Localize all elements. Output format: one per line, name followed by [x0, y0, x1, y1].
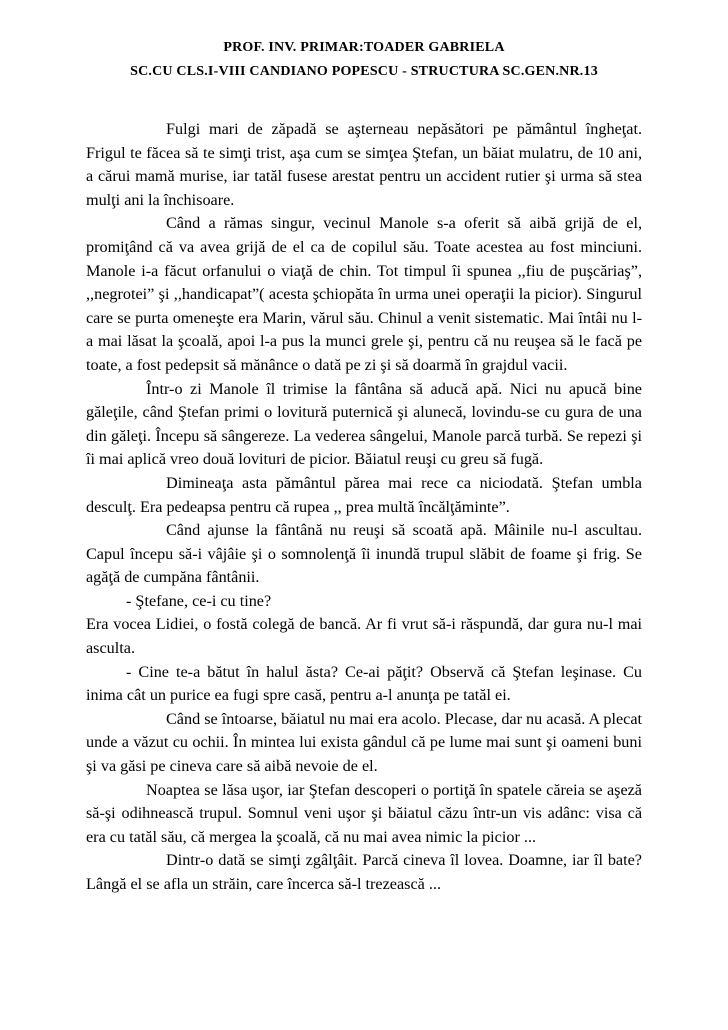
- paragraph: Fulgi mari de zăpadă se aşterneau nepăsători pe pământul îngheţat. Frigul te făcea să te simţi trist, aşa cum se simţea Ştefan, un băiat mulatru, de 10 ani, a cărui mamă murise, iar tatăl fusese arestat pentru un accident rutier şi urma să stea mulţi ani la închisoare.: [86, 120, 642, 209]
- dialogue-line: - Ştefane, ce-i cu tine?: [126, 591, 272, 610]
- paragraph: Când a rămas singur, vecinul Manole s-a oferit să aibă grijă de el, promiţând că va avea grijă de el ca de copilul său. Toate acestea au fost minciuni. Manole i-a făcut orfanului o viaţă de chin. Tot timpul îi spunea ,,fiu de puşcăriaş”, ,,negrotei” şi ,,handicapat”( acesta şchiopăta în urma unei operaţii la picior). Singurul care se purta omeneşte era Marin, vărul său. Chinul a venit sistematic. Mai întâi nu l-a mai lăsat la şcoală, apoi l-a pus la munci grele şi, pentru că nu reuşea să le facă pe toate, a fost pedepsit să mănânce o dată pe zi şi să doarmă în grajdul vacii.: [86, 214, 642, 374]
- header-school: SC.CU CLS.I-VIII CANDIANO POPESCU - STRUCTURA SC.GEN.NR.13: [130, 64, 598, 79]
- paragraph: Într-o zi Manole îl trimise la fântâna să aducă apă. Nici nu apucă bine găleţile, când Ştefan primi o lovitură puternică şi alunecă, lovindu-se cu gura de una din găleţi. Începu să sângereze. La vederea sângelui, Manole parcă turbă. Se repezi şi îi mai aplică vreo două lovituri de picior. Băiatul reuşi cu greu să fugă.: [86, 379, 642, 469]
- paragraph: Noaptea se lăsa uşor, iar Ştefan descoperi o portiţă în spatele căreia se aşeză să-şi odihnească trupul. Somnul veni uşor şi băiatul căzu într-un vis adânc: visa că era cu tatăl său, că mergea la şcoală, că nu mai avea nimic la picior ...: [86, 780, 642, 846]
- paragraph: Când ajunse la fântână nu reuşi să scoată apă. Mâinile nu-l ascultau. Capul începu să-i vâjâie şi o somnolenţă îi inundă trupul slăbit de foame şi frig. Se agăţă de cumpăna fântânii.: [86, 521, 642, 587]
- paragraph: Dintr-o dată se simţi zgâlţâit. Parcă cineva îl lovea. Doamne, iar îl bate? Lângă el se afla un străin, care încerca să-l trezească ...: [86, 851, 642, 893]
- story-text: [86, 118, 642, 897]
- paragraph: Când se întoarse, băiatul nu mai era acolo. Plecase, dar nu acasă. A plecat unde a văzut cu ochii. În mintea lui exista gândul că pe lume mai sunt şi oameni buni şi va găsi pe cineva care să aibă nevoie de el.: [86, 709, 642, 776]
- dialogue-line: - Cine te-a bătut în halul ăsta? Ce-ai păţit? Observă că Ştefan leşinase. Cu inima cât un purice ea fugi spre casă, pentru a-l anunţa pe tatăl ei.: [86, 662, 642, 705]
- paragraph: Dimineaţa asta pământul părea mai rece ca niciodată. Ştefan umbla desculţ. Era pedeapsa pentru că rupea ,, prea multă încălţăminte”.: [86, 473, 642, 516]
- header-author: PROF. INV. PRIMAR:TOADER GABRIELA: [223, 40, 505, 55]
- paragraph: Era vocea Lidiei, o fostă colegă de bancă. Ar fi vrut să-i răspundă, dar gura nu-l mai asculta.: [86, 615, 642, 658]
